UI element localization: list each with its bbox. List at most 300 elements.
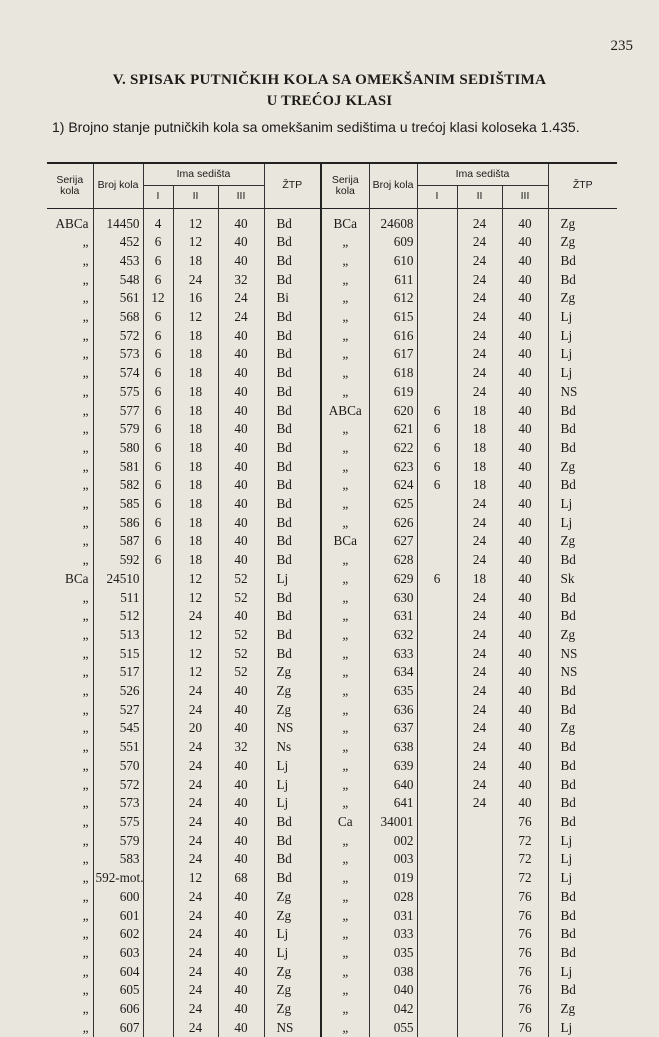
table-row: [47, 813, 617, 832]
left-cell-broj: 580: [93, 439, 143, 458]
right-cell-sedista-i: [417, 944, 457, 963]
right-cell-broj: 619: [369, 383, 417, 402]
right-cell-broj: 055: [369, 1019, 417, 1037]
left-cell-sedista-ii: 24: [173, 925, 218, 944]
right-cell-sedista-i: [417, 289, 457, 308]
table-row: [47, 252, 617, 271]
left-cell-sedista-iii: 40: [218, 607, 264, 626]
right-cell-broj: 042: [369, 1000, 417, 1019]
right-cell-ztp: Bd: [548, 776, 617, 795]
intro-paragraph: 1) Brojno stanje putničkih kola sa omekšanim sedištima u trećoj klasi koloseka 1.435.: [52, 119, 580, 135]
right-cell-broj: 612: [369, 289, 417, 308]
left-cell-broj: 586: [93, 514, 143, 533]
left-cell-sedista-iii: 40: [218, 925, 264, 944]
right-cell-broj: 610: [369, 252, 417, 271]
right-cell-sedista-ii: 24: [457, 514, 502, 533]
left-cell-sedista-i: [143, 1000, 173, 1019]
left-cell-ztp: Bd: [264, 327, 321, 346]
right-cell-sedista-ii: 18: [457, 476, 502, 495]
left-cell-sedista-ii: 24: [173, 981, 218, 1000]
right-cell-sedista-i: [417, 364, 457, 383]
left-cell-serija: „: [82, 888, 89, 904]
left-cell-ztp: Zg: [264, 981, 321, 1000]
table-row: [47, 682, 617, 701]
right-cell-broj: 640: [369, 776, 417, 795]
table-row: [47, 208, 617, 233]
right-cell-ztp: Sk: [548, 570, 617, 589]
right-cell-sedista-iii: 40: [502, 364, 548, 383]
left-cell-sedista-ii: 12: [173, 208, 218, 233]
table-row: [47, 495, 617, 514]
left-cell-sedista-i: 6: [143, 271, 173, 290]
left-cell-serija: „: [82, 907, 89, 923]
right-cell-sedista-ii: 24: [457, 701, 502, 720]
left-cell-sedista-iii: 32: [218, 271, 264, 290]
table-row: [47, 271, 617, 290]
right-cell-ztp: Bd: [548, 271, 617, 290]
left-cell-sedista-iii: 40: [218, 1000, 264, 1019]
right-cell-ztp: Lj: [548, 364, 617, 383]
right-cell-ztp: Lj: [548, 869, 617, 888]
right-cell-ztp: Bd: [548, 551, 617, 570]
left-cell-sedista-ii: 24: [173, 832, 218, 851]
header-broj: Broj kola: [93, 163, 143, 208]
right-cell-sedista-ii: 24: [457, 776, 502, 795]
left-cell-sedista-i: [143, 888, 173, 907]
header-ztp: ŽTP: [264, 163, 321, 208]
right-cell-sedista-i: [417, 252, 457, 271]
left-cell-sedista-ii: 24: [173, 907, 218, 926]
left-cell-serija: ABCa: [55, 215, 89, 231]
right-cell-sedista-i: [417, 794, 457, 813]
right-cell-sedista-i: [417, 208, 457, 233]
left-cell-sedista-iii: 24: [218, 289, 264, 308]
right-cell-sedista-i: [417, 776, 457, 795]
right-cell-sedista-iii: 72: [502, 850, 548, 869]
left-cell-ztp: Bd: [264, 458, 321, 477]
table-row: [47, 869, 617, 888]
left-cell-ztp: Bi: [264, 289, 321, 308]
table-row: [47, 532, 617, 551]
right-cell-ztp: Bd: [548, 888, 617, 907]
right-cell-broj: 615: [369, 308, 417, 327]
left-cell-sedista-i: 4: [143, 208, 173, 233]
right-cell-broj: 609: [369, 233, 417, 252]
table-body: [47, 208, 617, 1037]
right-cell-sedista-i: [417, 738, 457, 757]
right-cell-sedista-i: 6: [417, 570, 457, 589]
right-cell-serija: „: [321, 944, 369, 963]
left-cell-sedista-iii: 40: [218, 888, 264, 907]
right-cell-sedista-i: [417, 813, 457, 832]
right-cell-ztp: Lj: [548, 514, 617, 533]
left-cell-broj: 517: [93, 663, 143, 682]
right-cell-sedista-i: [417, 345, 457, 364]
right-cell-ztp: Lj: [548, 1019, 617, 1037]
right-cell-broj: 638: [369, 738, 417, 757]
left-cell-sedista-i: [143, 701, 173, 720]
table-row: [47, 289, 617, 308]
left-cell-ztp: Bd: [264, 476, 321, 495]
right-cell-broj: 040: [369, 981, 417, 1000]
right-cell-broj: 035: [369, 944, 417, 963]
left-cell-broj: 561: [93, 289, 143, 308]
right-cell-sedista-ii: 24: [457, 532, 502, 551]
table-row: [47, 663, 617, 682]
left-cell-sedista-ii: 18: [173, 327, 218, 346]
right-cell-sedista-ii: [457, 869, 502, 888]
right-cell-sedista-i: 6: [417, 439, 457, 458]
right-cell-broj: 630: [369, 589, 417, 608]
right-cell-broj: 641: [369, 794, 417, 813]
left-cell-broj: 579: [93, 420, 143, 439]
right-cell-ztp: Bd: [548, 944, 617, 963]
left-cell-ztp: Bd: [264, 850, 321, 869]
right-cell-sedista-ii: 18: [457, 439, 502, 458]
table-row: [47, 345, 617, 364]
left-cell-ztp: Lj: [264, 570, 321, 589]
table-row: [47, 701, 617, 720]
left-cell-sedista-iii: 40: [218, 981, 264, 1000]
left-cell-serija: „: [82, 1019, 89, 1035]
right-cell-sedista-iii: 40: [502, 607, 548, 626]
right-cell-sedista-iii: 40: [502, 208, 548, 233]
left-cell-sedista-i: 6: [143, 252, 173, 271]
right-cell-sedista-iii: 40: [502, 327, 548, 346]
right-cell-sedista-i: [417, 308, 457, 327]
right-cell-broj: 028: [369, 888, 417, 907]
right-cell-sedista-ii: 24: [457, 364, 502, 383]
right-cell-ztp: Bd: [548, 925, 617, 944]
right-cell-serija: „: [321, 738, 369, 757]
left-cell-serija: „: [82, 496, 89, 512]
right-cell-serija: „: [321, 308, 369, 327]
left-cell-serija: „: [82, 683, 89, 699]
right-cell-sedista-iii: 40: [502, 645, 548, 664]
right-cell-sedista-iii: 40: [502, 589, 548, 608]
left-cell-sedista-ii: 18: [173, 420, 218, 439]
left-cell-sedista-i: 6: [143, 551, 173, 570]
right-cell-ztp: Lj: [548, 495, 617, 514]
right-cell-sedista-iii: 72: [502, 832, 548, 851]
left-cell-broj: 604: [93, 963, 143, 982]
right-cell-sedista-ii: 24: [457, 271, 502, 290]
left-cell-sedista-iii: 40: [218, 233, 264, 252]
left-cell-serija: „: [82, 327, 89, 343]
table-row: [47, 233, 617, 252]
left-cell-broj: 574: [93, 364, 143, 383]
right-cell-sedista-iii: 40: [502, 439, 548, 458]
right-cell-serija: „: [321, 776, 369, 795]
left-cell-sedista-ii: 12: [173, 570, 218, 589]
right-cell-sedista-iii: 40: [502, 402, 548, 421]
right-cell-sedista-iii: 40: [502, 551, 548, 570]
left-cell-broj: 600: [93, 888, 143, 907]
left-cell-serija: „: [82, 533, 89, 549]
right-cell-broj: 631: [369, 607, 417, 626]
left-cell-ztp: Ns: [264, 738, 321, 757]
right-cell-serija: „: [321, 869, 369, 888]
right-cell-serija: „: [321, 495, 369, 514]
table-row: [47, 907, 617, 926]
right-cell-sedista-ii: [457, 944, 502, 963]
left-cell-ztp: Bd: [264, 832, 321, 851]
left-cell-sedista-ii: 18: [173, 514, 218, 533]
left-cell-sedista-iii: 40: [218, 345, 264, 364]
right-cell-sedista-iii: 76: [502, 888, 548, 907]
left-cell-sedista-iii: 40: [218, 208, 264, 233]
table-row: [47, 850, 617, 869]
left-cell-ztp: Bd: [264, 626, 321, 645]
right-cell-serija: „: [321, 663, 369, 682]
right-cell-serija: „: [321, 589, 369, 608]
right-cell-sedista-ii: 24: [457, 738, 502, 757]
right-cell-ztp: Bd: [548, 607, 617, 626]
page-number: 235: [610, 38, 633, 54]
header-broj-2: Broj kola: [369, 163, 417, 208]
right-cell-sedista-ii: 24: [457, 345, 502, 364]
left-cell-sedista-ii: 18: [173, 345, 218, 364]
left-cell-serija: „: [82, 365, 89, 381]
left-cell-sedista-i: [143, 776, 173, 795]
left-cell-serija: „: [82, 870, 89, 886]
left-cell-ztp: Bd: [264, 495, 321, 514]
right-cell-sedista-iii: 76: [502, 813, 548, 832]
right-cell-sedista-i: [417, 963, 457, 982]
left-cell-sedista-i: [143, 589, 173, 608]
right-cell-sedista-ii: [457, 981, 502, 1000]
right-cell-sedista-ii: 24: [457, 289, 502, 308]
right-cell-broj: 629: [369, 570, 417, 589]
right-cell-ztp: Bd: [548, 981, 617, 1000]
left-cell-sedista-ii: 24: [173, 738, 218, 757]
left-cell-broj: 513: [93, 626, 143, 645]
left-cell-sedista-ii: 18: [173, 551, 218, 570]
left-cell-ztp: Lj: [264, 925, 321, 944]
right-cell-ztp: Zg: [548, 458, 617, 477]
right-cell-sedista-ii: 24: [457, 663, 502, 682]
right-cell-sedista-ii: 18: [457, 458, 502, 477]
left-cell-sedista-i: 6: [143, 383, 173, 402]
right-cell-ztp: NS: [548, 645, 617, 664]
left-cell-broj: 583: [93, 850, 143, 869]
left-cell-sedista-ii: 12: [173, 308, 218, 327]
right-cell-serija: „: [321, 289, 369, 308]
left-cell-sedista-iii: 52: [218, 589, 264, 608]
right-cell-serija: „: [321, 420, 369, 439]
right-cell-sedista-iii: 40: [502, 383, 548, 402]
left-cell-sedista-ii: 18: [173, 439, 218, 458]
right-cell-sedista-iii: 40: [502, 420, 548, 439]
left-cell-sedista-iii: 40: [218, 458, 264, 477]
table-row: [47, 514, 617, 533]
right-cell-broj: 627: [369, 532, 417, 551]
right-cell-sedista-i: [417, 869, 457, 888]
left-cell-ztp: Bd: [264, 439, 321, 458]
left-cell-serija: „: [82, 252, 89, 268]
left-cell-broj: 548: [93, 271, 143, 290]
right-cell-sedista-ii: 24: [457, 208, 502, 233]
left-cell-serija: „: [82, 757, 89, 773]
table-row: [47, 963, 617, 982]
left-cell-sedista-iii: 40: [218, 383, 264, 402]
left-cell-ztp: NS: [264, 719, 321, 738]
left-cell-serija: „: [82, 234, 89, 250]
left-cell-sedista-iii: 40: [218, 495, 264, 514]
right-cell-serija: „: [321, 645, 369, 664]
left-cell-sedista-i: [143, 850, 173, 869]
right-cell-ztp: Zg: [548, 1000, 617, 1019]
left-cell-sedista-ii: 18: [173, 495, 218, 514]
right-cell-sedista-i: [417, 907, 457, 926]
right-cell-sedista-iii: 76: [502, 1000, 548, 1019]
left-cell-sedista-iii: 52: [218, 626, 264, 645]
right-cell-sedista-ii: 24: [457, 719, 502, 738]
right-cell-serija: „: [321, 345, 369, 364]
left-cell-sedista-i: [143, 663, 173, 682]
right-cell-sedista-iii: 40: [502, 570, 548, 589]
right-cell-broj: 038: [369, 963, 417, 982]
left-cell-sedista-i: 6: [143, 233, 173, 252]
right-cell-sedista-i: [417, 271, 457, 290]
right-cell-sedista-iii: 40: [502, 663, 548, 682]
right-cell-sedista-ii: [457, 907, 502, 926]
left-cell-sedista-ii: 12: [173, 663, 218, 682]
left-cell-sedista-i: [143, 607, 173, 626]
left-cell-serija: „: [82, 514, 89, 530]
left-cell-sedista-ii: 12: [173, 589, 218, 608]
right-cell-ztp: Bd: [548, 420, 617, 439]
right-cell-serija: Ca: [321, 813, 369, 832]
page-title: V. SPISAK PUTNIČKIH KOLA SA OMEKŠANIM SEDIŠTIMA: [112, 72, 547, 88]
right-cell-serija: „: [321, 1019, 369, 1037]
left-cell-sedista-iii: 40: [218, 551, 264, 570]
left-cell-sedista-iii: 40: [218, 701, 264, 720]
right-cell-sedista-ii: [457, 1000, 502, 1019]
table-row: [47, 738, 617, 757]
left-cell-broj: 605: [93, 981, 143, 1000]
right-cell-ztp: Bd: [548, 794, 617, 813]
left-cell-serija: „: [82, 589, 89, 605]
left-cell-sedista-ii: 24: [173, 757, 218, 776]
right-cell-ztp: NS: [548, 663, 617, 682]
left-cell-sedista-iii: 40: [218, 364, 264, 383]
left-cell-ztp: Bd: [264, 402, 321, 421]
left-cell-ztp: Bd: [264, 532, 321, 551]
left-cell-sedista-ii: 24: [173, 607, 218, 626]
right-cell-broj: 622: [369, 439, 417, 458]
left-cell-sedista-i: 6: [143, 495, 173, 514]
left-cell-sedista-ii: 18: [173, 252, 218, 271]
left-cell-serija: „: [82, 963, 89, 979]
right-cell-serija: „: [321, 963, 369, 982]
left-cell-broj: 527: [93, 701, 143, 720]
table-row: [47, 719, 617, 738]
right-cell-sedista-ii: [457, 850, 502, 869]
right-cell-serija: „: [321, 514, 369, 533]
table-row: [47, 364, 617, 383]
left-cell-sedista-ii: 18: [173, 364, 218, 383]
right-cell-sedista-ii: 24: [457, 645, 502, 664]
left-cell-serija: „: [82, 982, 89, 998]
left-cell-broj: 24510: [93, 570, 143, 589]
left-cell-sedista-i: [143, 925, 173, 944]
right-cell-sedista-i: [417, 532, 457, 551]
left-cell-ztp: Zg: [264, 1000, 321, 1019]
right-cell-sedista-iii: 40: [502, 495, 548, 514]
right-cell-sedista-i: [417, 514, 457, 533]
left-cell-ztp: Bd: [264, 813, 321, 832]
right-cell-sedista-ii: 24: [457, 794, 502, 813]
right-cell-ztp: NS: [548, 383, 617, 402]
right-cell-sedista-iii: 40: [502, 776, 548, 795]
table-header: [47, 163, 617, 208]
left-cell-serija: „: [82, 645, 89, 661]
right-cell-sedista-ii: 24: [457, 607, 502, 626]
table-row: [47, 626, 617, 645]
right-cell-sedista-ii: 24: [457, 757, 502, 776]
left-cell-broj: 592-mot.: [93, 869, 143, 888]
right-cell-sedista-iii: 72: [502, 869, 548, 888]
left-cell-sedista-ii: 16: [173, 289, 218, 308]
left-cell-sedista-i: [143, 981, 173, 1000]
right-cell-sedista-i: 6: [417, 476, 457, 495]
left-cell-serija: „: [82, 552, 89, 568]
right-cell-sedista-ii: 24: [457, 682, 502, 701]
right-cell-broj: 618: [369, 364, 417, 383]
left-cell-broj: 515: [93, 645, 143, 664]
right-cell-serija: „: [321, 682, 369, 701]
left-cell-broj: 603: [93, 944, 143, 963]
left-cell-serija: „: [82, 926, 89, 942]
left-cell-serija: „: [82, 458, 89, 474]
right-cell-serija: „: [321, 607, 369, 626]
left-cell-broj: 582: [93, 476, 143, 495]
right-cell-sedista-iii: 76: [502, 1019, 548, 1037]
right-cell-serija: BCa: [321, 208, 369, 233]
header-ztp-2: ŽTP: [548, 163, 617, 208]
right-cell-serija: „: [321, 570, 369, 589]
right-cell-serija: „: [321, 383, 369, 402]
right-cell-broj: 620: [369, 402, 417, 421]
left-cell-serija: „: [82, 944, 89, 960]
table-row: [47, 794, 617, 813]
right-cell-sedista-iii: 40: [502, 345, 548, 364]
right-cell-ztp: Lj: [548, 963, 617, 982]
right-cell-ztp: Lj: [548, 327, 617, 346]
right-cell-sedista-ii: 18: [457, 570, 502, 589]
left-cell-ztp: Zg: [264, 963, 321, 982]
right-cell-sedista-i: [417, 383, 457, 402]
left-cell-sedista-i: [143, 944, 173, 963]
right-cell-sedista-iii: 40: [502, 626, 548, 645]
table-row: [47, 402, 617, 421]
right-cell-sedista-ii: 24: [457, 383, 502, 402]
left-cell-broj: 585: [93, 495, 143, 514]
left-cell-sedista-ii: 24: [173, 850, 218, 869]
right-cell-broj: 626: [369, 514, 417, 533]
left-cell-broj: 14450: [93, 208, 143, 233]
right-cell-sedista-i: [417, 701, 457, 720]
left-cell-sedista-iii: 40: [218, 532, 264, 551]
table-row: [47, 776, 617, 795]
left-cell-ztp: Bd: [264, 589, 321, 608]
left-cell-ztp: Bd: [264, 607, 321, 626]
left-cell-sedista-ii: 24: [173, 813, 218, 832]
right-cell-broj: 003: [369, 850, 417, 869]
right-cell-sedista-iii: 40: [502, 289, 548, 308]
right-cell-serija: „: [321, 719, 369, 738]
